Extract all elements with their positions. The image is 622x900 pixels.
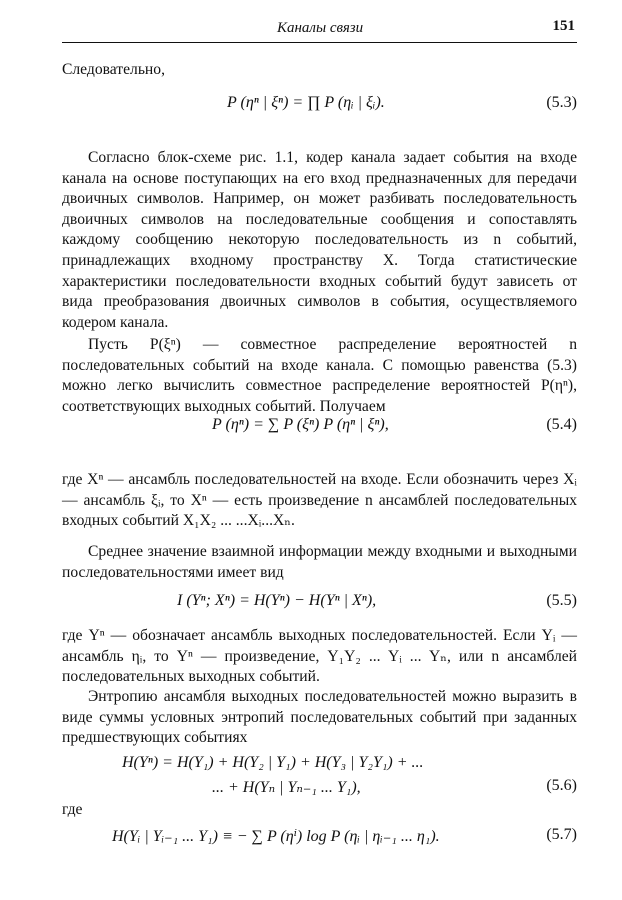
paragraph-4: где Xⁿ — ансамбль последовательностей на входе. Если обозначить через Xᵢ — ансамбль ξᵢ, то Xⁿ — есть произведение n ансамблей последовательных входных событий X₁X₂ ... ...Xᵢ...Xₙ. (62, 471, 577, 530)
equation-5-5-number: (5.5) (546, 592, 577, 609)
header-title: Каналы связи (277, 20, 364, 36)
equation-5-3 (62, 86, 577, 120)
paragraph-2: Согласно блок-схеме рис. 1.1, кодер канала задает события на входе канала на основе поступающих на его вход предназначенных для передачи двоичных символов. Например, он может разбивать последовательность двоичных символов на последовательные сообщения и сопоставлять каждому сообщению некоторую последовательность из n событий, принадлежащих входному пространству X. Тогда статистические характеристики последовательности входных событий будут зависеть от вида преобразования двоичных символов в события, осуществляемого кодером канала. (62, 149, 577, 331)
equation-5-4 (62, 408, 577, 442)
equation-5-5 (62, 584, 577, 618)
paragraph-6: где Yⁿ — обозначает ансамбль выходных последовательностей. Если Yᵢ — ансамбль ηᵢ, то Yⁿ — произведение, Y₁Y₂ ... Yᵢ ... Yₙ, или n ансамблей последовательных выходных событий. (62, 627, 577, 686)
equation-5-7-formula: H(Yᵢ | Yᵢ₋₁ ... Y₁) ≡ − ∑ P (ηⁱ) log P (ηᵢ | ηᵢ₋₁ ... η₁). (112, 828, 440, 845)
paragraph-5: Среднее значение взаимной информации между входными и выходными последовательностями имеет вид (62, 543, 577, 581)
equation-5-7 (62, 818, 577, 852)
equation-5-7-number: (5.7) (546, 826, 577, 843)
equation-5-6-formula-line-1: H(Yⁿ) = H(Y₁) + H(Y₂ | Y₁) + H(Y₃ | Y₂Y₁) + ... (122, 754, 424, 771)
header-rule (62, 42, 577, 43)
paragraph-3: Пусть P(ξⁿ) — совместное распределение вероятностей n последовательных событий на входе канала. С помощью равенства (5.3) можно легко вычислить совместное распределение вероятностей P(ηⁿ), соответствующих выходных событий. Получаем (62, 336, 577, 415)
paragraph-1: Следовательно, (62, 61, 165, 78)
equation-5-6-number: (5.6) (546, 777, 577, 794)
paragraph-7: Энтропию ансамбля выходных последовательностей можно выразить в виде суммы условных энтропий последовательных событий при заданных предшествующих событиях (62, 688, 577, 747)
running-header (62, 12, 577, 44)
equation-5-6-line-2 (62, 769, 577, 803)
equation-5-4-number: (5.4) (546, 416, 577, 433)
equation-5-5-formula: I (Yⁿ; Xⁿ) = H(Yⁿ) − H(Yⁿ | Xⁿ), (177, 592, 377, 609)
equation-5-6-formula-line-2: ... + H(Yₙ | Yₙ₋₁ ... Y₁), (212, 779, 361, 796)
equation-5-3-number: (5.3) (546, 94, 577, 111)
page-number: 151 (552, 18, 575, 34)
equation-5-4-formula: P (ηⁿ) = ∑ P (ξⁿ) P (ηⁿ | ξⁿ), (212, 416, 389, 433)
equation-5-3-formula: P (ηⁿ | ξⁿ) = ∏ P (ηᵢ | ξᵢ). (227, 94, 385, 111)
paragraph-8: где (62, 801, 83, 818)
